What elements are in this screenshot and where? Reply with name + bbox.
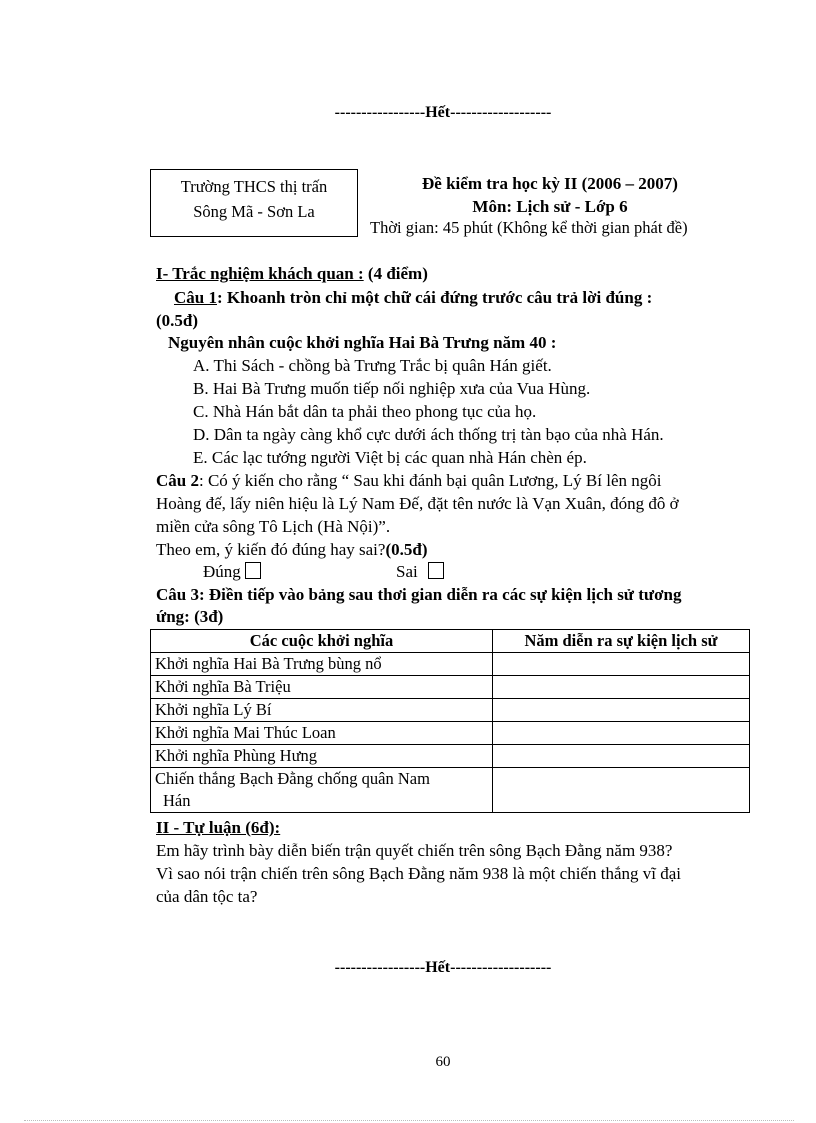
top-divider-het: -----------------Hết-------------------	[334, 104, 552, 121]
section1-points: (4 điểm)	[363, 264, 428, 283]
q3-line1: Câu 3: Điền tiếp vào bảng sau thơi gian diễn ra các sự kiện lịch sử tương	[156, 585, 682, 604]
exam-title: Đề kiểm tra học kỳ II (2006 – 2007)	[422, 174, 678, 193]
exam-time: Thời gian: 45 phút (Không kể thời gian phát đề)	[370, 218, 688, 237]
q1-instruction: : Khoanh tròn chỉ một chữ cái đứng trước câu trả lời đúng :	[216, 288, 653, 307]
page-number: 60	[435, 1054, 451, 1070]
q1-option-e: E. Các lạc tướng người Việt bị các quan nhà Hán chèn ép.	[193, 448, 587, 467]
table-row	[151, 653, 750, 676]
table-row	[151, 745, 750, 768]
exam-subject: Môn: Lịch sử - Lớp 6	[472, 197, 628, 216]
bottom-divider-het: -----------------Hết-------------------	[334, 959, 552, 976]
q1-instruction-line	[174, 288, 652, 308]
table-row	[151, 768, 750, 813]
q1-label: Câu 1	[174, 288, 217, 307]
q2-label: Câu 2	[156, 471, 199, 490]
table-cell-year-blank[interactable]	[493, 676, 750, 699]
table-header-uprising: Các cuộc khởi nghĩa	[151, 630, 493, 653]
school-location-line: Sông Mã - Sơn La	[193, 202, 315, 221]
q1-option-b: B. Hai Bà Trưng muốn tiếp nối nghiệp xưa của Vua Hùng.	[193, 379, 591, 398]
q1-stem: Nguyên nhân cuộc khởi nghĩa Hai Bà Trưng năm 40 :	[168, 333, 557, 352]
q2-false-checkbox[interactable]	[428, 562, 444, 579]
events-table	[150, 629, 750, 813]
section2-heading: II - Tự luận (6đ):	[156, 818, 281, 837]
table-cell-year-blank[interactable]	[493, 699, 750, 722]
q2-points: (0.5đ)	[385, 540, 428, 559]
table-cell-year-blank[interactable]	[493, 653, 750, 676]
table-cell-year-blank[interactable]	[493, 745, 750, 768]
q2-line1: Câu 2: Có ý kiến cho rằng “ Sau khi đánh bại quân Lương, Lý Bí lên ngôi	[156, 471, 662, 490]
q1-option-c: C. Nhà Hán bắt dân ta phải theo phong tục của họ.	[193, 402, 537, 421]
table-row	[151, 722, 750, 745]
section2-line2: Vì sao nói trận chiến trên sông Bạch Đằng năm 938 là một chiến thắng vĩ đại	[156, 864, 681, 883]
q2-line3: miền cửa sông Tô Lịch (Hà Nội)”.	[156, 517, 391, 536]
q3-label: Câu 3	[156, 585, 199, 604]
table-header-row	[151, 630, 750, 653]
q2-false-label: Sai	[396, 562, 418, 581]
table-cell-year-blank[interactable]	[493, 722, 750, 745]
table-cell-year-blank[interactable]	[493, 768, 750, 813]
table-header-year: Năm diễn ra sự kiện lịch sử	[493, 630, 750, 653]
section1-heading	[156, 264, 428, 284]
section2-line1: Em hãy trình bày diễn biến trận quyết chiến trên sông Bạch Đằng năm 938?	[156, 841, 673, 860]
q1-points: (0.5đ)	[156, 311, 199, 330]
q2-true-option	[203, 562, 261, 582]
table-cell-event: Khởi nghĩa Mai Thúc Loan	[151, 722, 493, 745]
table-cell-event: Khởi nghĩa Bà Triệu	[151, 676, 493, 699]
q2-question: Theo em, ý kiến đó đúng hay sai?(0.5đ)	[156, 540, 428, 559]
table-cell-event: Chiến thắng Bạch Đằng chống quân Nam Hán	[151, 768, 493, 813]
table-row	[151, 699, 750, 722]
school-info-box	[150, 169, 358, 237]
table-row	[151, 676, 750, 699]
table-cell-event: Khởi nghĩa Hai Bà Trưng bùng nổ	[151, 653, 493, 676]
page-bottom-dotted-line	[24, 1120, 794, 1121]
q2-true-label: Đúng	[203, 562, 241, 581]
q2-false-option	[396, 562, 444, 582]
q2-line2: Hoàng đế, lấy niên hiệu là Lý Nam Đế, đặt tên nước là Vạn Xuân, đóng đô ở	[156, 494, 679, 513]
q2-true-checkbox[interactable]	[245, 562, 261, 579]
q1-option-d: D. Dân ta ngày càng khổ cực dưới ách thống trị tàn bạo của nhà Hán.	[193, 425, 664, 444]
q3-line2: ứng: (3đ)	[156, 607, 224, 626]
section1-label: I- Trắc nghiệm khách quan :	[156, 264, 364, 283]
table-cell-event: Khởi nghĩa Lý Bí	[151, 699, 493, 722]
school-name-line: Trường THCS thị trấn	[180, 177, 328, 196]
section2-line3: của dân tộc ta?	[156, 887, 258, 906]
q1-option-a: A. Thi Sách - chồng bà Trưng Trắc bị quân Hán giết.	[193, 356, 552, 375]
table-cell-event: Khởi nghĩa Phùng Hưng	[151, 745, 493, 768]
